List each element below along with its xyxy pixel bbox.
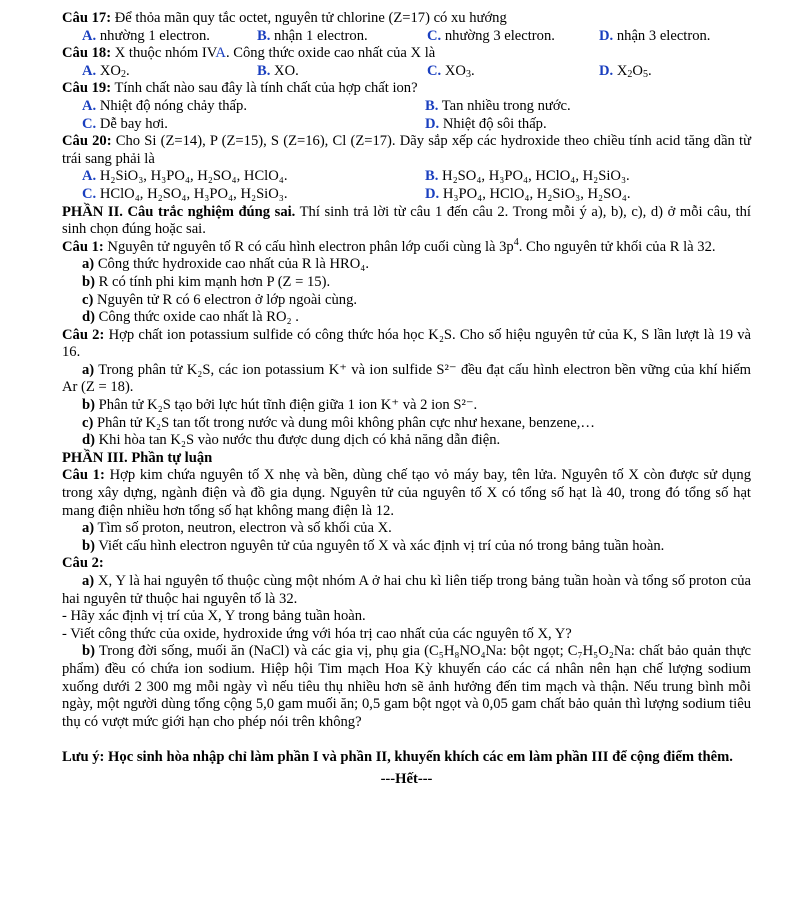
part-3-question-1: Câu 1: Hợp kim chứa nguyên tố X nhẹ và bền, dùng chế tạo vỏ máy bay, tên lửa. Nguyên tố X còn được sử dụng trong xây dựng, ngành điện và đồ gia dụng. Nguyên tử của nguyên tố X có tổng số hạt là 40, trong đó tổng số hạt mang điện nhiều hơn tổng số hạt không mang điện là 12.: [62, 467, 752, 519]
option-d: D. Nhiệt độ sôi thấp.: [425, 115, 547, 132]
question-18: Câu 18: X thuộc nhóm IVA. Công thức oxide cao nhất của X là: [62, 45, 436, 62]
option-d: D. nhận 3 electron.: [599, 27, 711, 44]
statement-b: b) R có tính phi kim mạnh hơn P (Z = 15).: [82, 273, 331, 290]
option-d: D. $X_2O_5$.: [599, 62, 652, 80]
option-a: A. Nhiệt độ nóng chảy thấp.: [82, 97, 247, 114]
part-2-question-1: Câu 1: Nguyên tử nguyên tố R có cấu hình electron phân lớp cuối cùng là $3p^4$. Cho nguyên tử khối của R là 32.: [62, 236, 716, 255]
question-20-options-row2: [62, 186, 751, 204]
option-b: B. H₂SO₄, H₃PO₄, HClO₄, H₂SiO₃.: [425, 168, 630, 185]
question-17: [62, 10, 751, 28]
question-label: Câu 17:: [62, 10, 112, 26]
part-3-question-2b: b) Trong đời sống, muối ăn (NaCl) và các gia vị, phụ gia (C₅H₈NO₄Na: bột ngọt; C₇H₅O₂Na: chất bảo quản thực phẩm) đều có chứa ion sodium. Hiệp hội Tim mạch Hoa Kỳ khuyến cáo các cá nhân nên hạn chế lượng sodium xuống dưới 2 300 mg mỗi ngày vì nếu tiêu thụ nhiều hơn sẽ ảnh hưởng đến tim mạch và thận. Nếu trung bình mỗi ngày, một người dùng tổng cộng 5,0 gam muối ăn; 0,5 gam bột ngọt và 0,05 gam chất bảo quản thì lượng sodium tiêu thụ có vượt mức giới hạn cho phép nói trên không?: [62, 643, 751, 730]
question-20: Câu 20: Cho Si (Z=14), P (Z=15), S (Z=16), Cl (Z=17). Dãy sắp xếp các hydroxide theo chiều tính acid tăng dần từ trái sang phải là: [62, 133, 751, 167]
dash-item-1: - Hãy xác định vị trí của X, Y trong bảng tuần hoàn.: [62, 608, 366, 625]
part-3-question-2-label: Câu 2:: [62, 555, 104, 572]
part-3-question-2a: a) X, Y là hai nguyên tố thuộc cùng một nhóm A ở hai chu kì liên tiếp trong bảng tuần hoàn và tổng số proton của hai nguyên tử thuộc hai nguyên tố là 32.: [62, 573, 751, 607]
option-b: B. XO.: [257, 62, 299, 79]
option-a: A. H₂SiO₃, H₃PO₄, H₂SO₄, HClO₄.: [82, 168, 288, 185]
option-a: A. nhường 1 electron.: [82, 27, 210, 44]
item-a: a) Tìm số proton, neutron, electron và số khối của X.: [82, 520, 392, 537]
question-label: Câu 19:: [62, 80, 112, 97]
part-2-question-2: Câu 2: Hợp chất ion potassium sulfide có công thức hóa học K₂S. Cho số hiệu nguyên tử của K, S lần lượt là 19 và 16.: [62, 326, 751, 361]
statement-a: a) Công thức hydroxide cao nhất của R là HRO₄.: [82, 256, 369, 273]
statement-d: d) Khi hòa tan K₂S vào nước thu được dung dịch có khả năng dẫn điện.: [82, 432, 501, 449]
option-c: C. nhường 3 electron.: [427, 27, 555, 44]
dash-item-2: - Viết công thức của oxide, hydroxide ứng với hóa trị cao nhất của các nguyên tố X, Y?: [62, 625, 572, 642]
part-2-heading: PHẦN II. Câu trắc nghiệm đúng sai. Thí sinh trả lời từ câu 1 đến câu 2. Trong mỗi ý a), b), c), d) ở mỗi câu, thí sinh chọn đúng hoặc sai.: [62, 203, 751, 238]
option-a: A. $XO_2$.: [82, 62, 130, 80]
question-label: Câu 20:: [62, 133, 112, 150]
option-b: B. Tan nhiều trong nước.: [425, 97, 571, 114]
question-19-options-row1: [62, 98, 751, 116]
question-text: Để thỏa mãn quy tắc octet, nguyên tử chlorine (Z=17) có xu hướng: [111, 10, 507, 26]
option-c: C. $XO_3$.: [427, 62, 475, 80]
option-c: C. HClO₄, H₂SO₄, H₃PO₄, H₂SiO₃.: [82, 185, 288, 202]
part-2-title: PHẦN II. Câu trắc nghiệm đúng sai.: [62, 203, 296, 220]
item-b: b) Viết cấu hình electron nguyên tử của nguyên tố X và xác định vị trí của nó trong bảng tuần hoàn.: [82, 537, 665, 554]
option-c: C. Dễ bay hơi.: [82, 115, 168, 132]
end-marker: ---Hết---: [380, 770, 433, 787]
statement-d: d) Công thức oxide cao nhất là RO₂ .: [82, 309, 299, 326]
note: Lưu ý: Học sinh hòa nhập chỉ làm phần I và phần II, khuyến khích các em làm phần III để cộng điểm thêm.: [62, 749, 733, 766]
option-b: B. nhận 1 electron.: [257, 27, 368, 44]
question-19-options-row2: [62, 116, 751, 134]
option-d: D. H₃PO₄, HClO₄, H₂SiO₃, H₂SO₄.: [425, 185, 631, 202]
statement-a: a) Trong phân tử K₂S, các ion potassium K⁺ và ion sulfide S²⁻ đều đạt cấu hình electron bền vững của khí hiếm Ar (Z = 18).: [62, 361, 751, 396]
question-19: Câu 19: Tính chất nào sau đây là tính chất của hợp chất ion?: [62, 80, 418, 97]
question-18-options: [62, 63, 751, 81]
statement-c: c) Phân tử K₂S tan tốt trong nước và dung môi không phân cực như hexane, benzene,…: [82, 414, 595, 431]
question-label: Câu 18:: [62, 45, 112, 62]
part-3-title: PHẦN III. Phần tự luận: [62, 449, 213, 466]
statement-b: b) Phân tử K₂S tạo bởi lực hút tĩnh điện giữa 1 ion K⁺ và 2 ion S²⁻.: [82, 397, 478, 414]
question-17-options: [62, 28, 751, 46]
question-20-options-row1: [62, 168, 751, 186]
statement-c: c) Nguyên tử R có 6 electron ở lớp ngoài cùng.: [82, 291, 358, 308]
